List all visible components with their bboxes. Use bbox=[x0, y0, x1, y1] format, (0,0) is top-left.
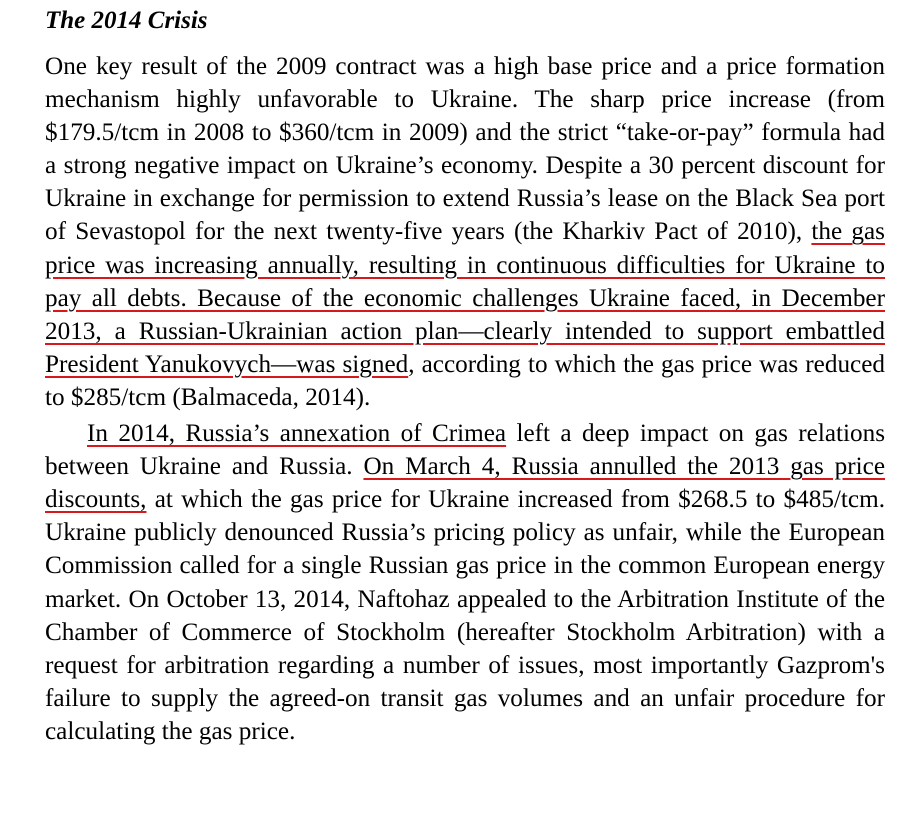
paragraph-1-highlight: the gas price was increasing annually, resulting in continuous difficulties for Ukraine to pay all debts. Because of the economic challenges Ukraine faced, in December 2013, a Russian-Ukrainian action plan—clearly intended to support embattled President Yanukovych—was signed bbox=[45, 218, 885, 378]
paragraph-2 bbox=[45, 417, 885, 748]
paragraph-2-highlight-a: In 2014, Russia’s annexation of Crimea bbox=[87, 420, 507, 448]
paragraph-1 bbox=[45, 50, 885, 414]
paragraph-1-text-b: , according to which the gas price was reduced to $285/tcm (Balmaceda, 2014). bbox=[45, 350, 886, 411]
section-heading: The 2014 Crisis bbox=[45, 7, 208, 34]
paragraph-2-text-b: at which the gas price for Ukraine increased from $268.5 to $485/tcm. Ukraine publicly denounced Russia’s pricing policy as unfair, while the European Commission called for a single Russian gas price in the common European energy market. On October 13, 2014, Naftohaz appealed to the Arbitration Institute of the Chamber of Commerce of Stockholm (hereafter Stockholm Arbitration) with a request for arbitration regarding a number of issues, most importantly Gazprom's failure to supply the agreed-on transit gas volumes and an unfair procedure for calculating the gas price. bbox=[45, 486, 885, 745]
paragraph-2-text-a: left a deep impact on gas relations between Ukraine and Russia. bbox=[45, 420, 885, 481]
document-page bbox=[45, 0, 885, 748]
paragraph-1-text-a: One key result of the 2009 contract was a high base price and a price formation mechanism highly unfavorable to Ukraine. The sharp price increase (from $179.5/tcm in 2008 to $360/tcm in 2009) and the strict “take-or-pay” formula had a strong negative impact on Ukraine’s economy. Despite a 30 percent discount for Ukraine in exchange for permission to extend Russia’s lease on the Black Sea port of Sevastopol for the next twenty-five years (the Kharkiv Pact of 2010), bbox=[45, 53, 885, 246]
paragraph-2-highlight-b: On March 4, Russia annulled the 2013 gas price discounts, bbox=[45, 453, 886, 514]
